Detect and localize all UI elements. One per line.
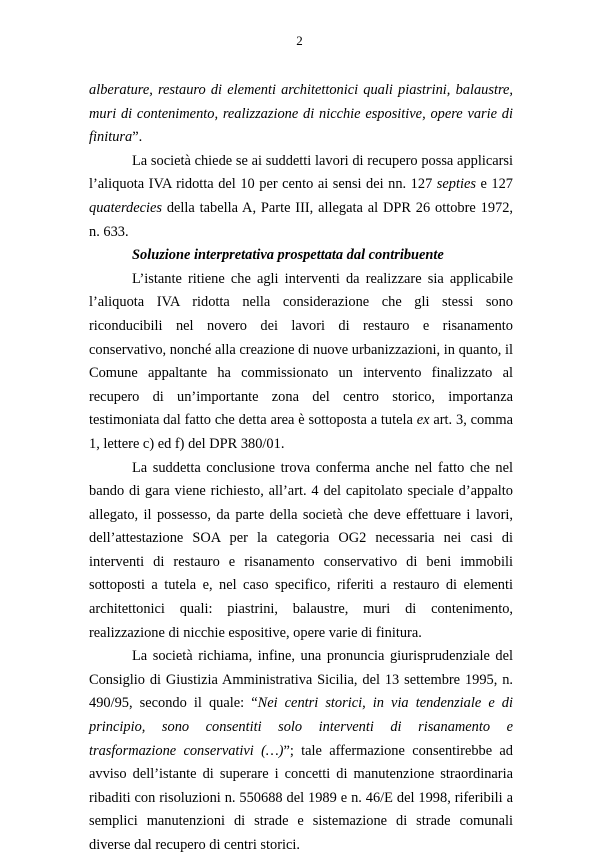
text-run: La società richiama, infine, una pronuncia giurisprudenziale del Consiglio di Giustizia Amministrativa Sicilia, del 13 settembre 1995, n. 490/95, secondo il quale: “ <box>89 648 513 712</box>
page-number: 2 <box>296 33 303 48</box>
document-body <box>89 79 513 858</box>
text-run: art. 3, comma 1, lettere c) ed f) del DPR 380/01. <box>89 412 513 452</box>
paragraph-confirmation: La suddetta conclusione trova conferma anche nel fatto che nel bando di gara viene richiesto, all’art. 4 del capitolato speciale d’appalto allegato, il possesso, da parte della società che deve effettuare i lavori, dell’attestazione SOA per la categoria OG2 necessaria nei casi di interventi di restauro e risanamento conservativo di beni immobili sottoposti a tutela e, nel caso specifico, riferiti a restauro di elementi architettonici quali: piastrini, balaustre, muri di contenimento, realizzazione di nicchie espositive, opere varie di finitura. <box>89 459 513 641</box>
text-run-italic: ex <box>416 412 430 429</box>
text-run: e 127 <box>475 176 513 193</box>
text-run-italic: septies <box>436 176 476 193</box>
text-run-italic: quaterdecies <box>89 199 162 216</box>
text-run: La società chiede se ai suddetti lavori di recupero possa applicarsi l’aliquota IVA ridotta del 10 per cento ai sensi dei nn. 127 <box>89 152 513 193</box>
quote-close: ”. <box>132 129 143 146</box>
paragraph-quote-continuation <box>89 79 513 150</box>
text-run: della tabella A, Parte III, allegata al DPR 26 ottobre 1972, n. 633. <box>89 199 513 240</box>
text-run: ”; tale affermazione consentirebbe ad avviso dell’istante di superare i concetti di manutenzione straordinaria ribaditi con risoluzioni n. 550688 del 1989 e n. 46/E del 1998, riferibili a semplici manutenzioni di strade e sistemazione di strade comunali diverse dal recupero di centri storici. <box>89 742 513 853</box>
text-run: L’istante ritiene che agli interventi da realizzare sia applicabile l’aliquota IVA ridotta nella considerazione che gli stessi sono riconducibili nel novero dei lavori di restauro e risanamento conservativo, nonché alla creazione di nuove urbanizzazioni, in quanto, il Comune appaltante ha commissionato un intervento finalizzato al recupero di un’importante zona del centro storico, importanza testimoniata dal fatto che detta area è sottoposta a tutela <box>89 270 513 429</box>
quoted-ruling: Nei centri storici, in via tendenziale e di principio, sono consentiti solo interventi di risanamento e trasformazione conservativi (…) <box>89 695 513 759</box>
quoted-text: alberature, restauro di elementi architettonici quali piastrini, balaustre, muri di contenimento, realizzazione di nicchie espositive, opere varie di finitura <box>89 82 513 146</box>
section-heading: Soluzione interpretativa prospettata dal contribuente <box>132 247 444 264</box>
paragraph-solution <box>89 268 513 457</box>
paragraph-question <box>89 150 513 244</box>
paragraph-jurisprudence <box>89 645 513 857</box>
